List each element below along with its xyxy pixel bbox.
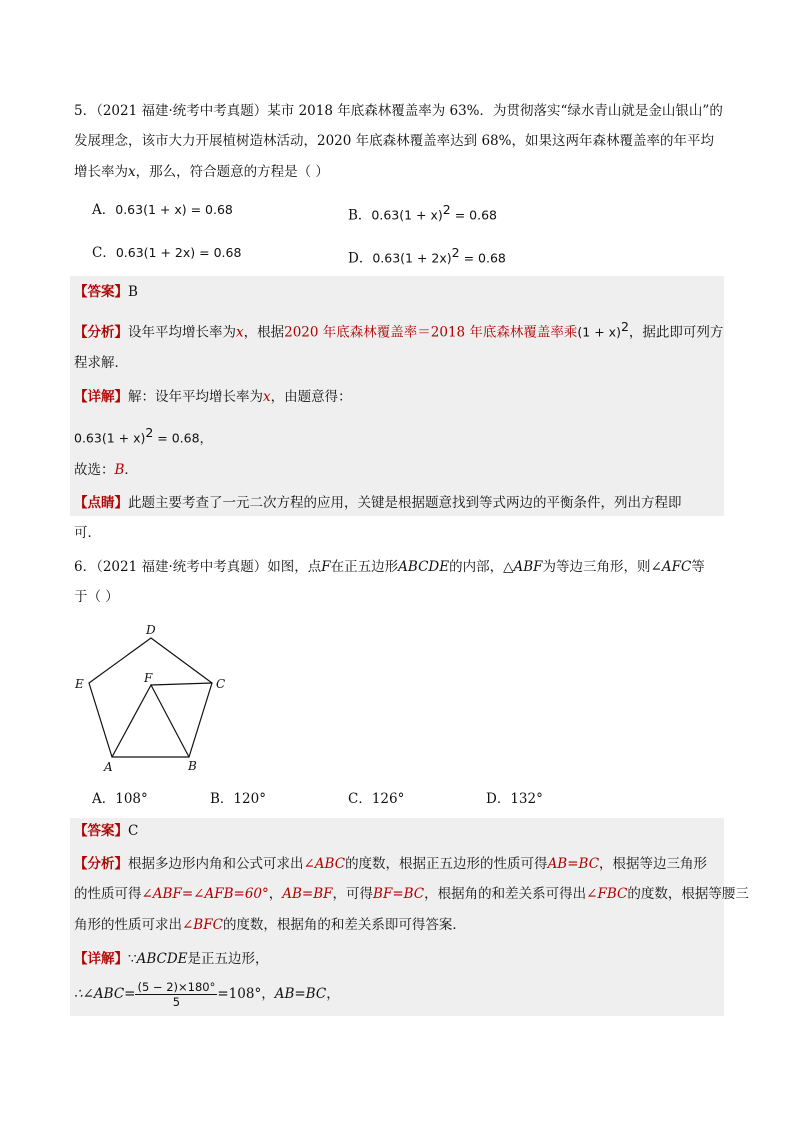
q5-option-a[interactable]: A．0.63(1 + x) = 0.68 <box>92 202 233 218</box>
q5-stem-line-3: 增长率为x，那么，符合题意的方程是（ ） <box>74 164 329 180</box>
label-f: F <box>144 671 153 685</box>
q5-answer: 【答案】B <box>74 284 138 300</box>
q5-comment-line-2: 可． <box>74 525 101 541</box>
q5-comment-line-1: 【点睛】此题主要考查了一元二次方程的应用，关键是根据题意找到等式两边的平衡条件，列出方程即 <box>74 495 682 511</box>
pentagon-figure <box>70 620 240 775</box>
q6-option-b[interactable]: B．120° <box>210 791 266 807</box>
segment-fc <box>151 683 212 685</box>
q6-stem-line-1: 6．（2021 福建·统考中考真题）如图，点F在正五边形ABCDE的内部，△ABF为等边三角形，则∠AFC等 <box>74 559 705 575</box>
q6-analysis-line-3: 角形的性质可求出∠BFC的度数，根据角的和差关系即可得答案． <box>74 917 466 933</box>
label-a: A <box>104 760 113 774</box>
label-d: D <box>146 623 156 637</box>
q6-detail-line-1: 【详解】∵ABCDE是正五边形， <box>74 951 269 967</box>
q6-option-d[interactable]: D．132° <box>486 791 543 807</box>
q6-analysis-line-2: 的性质可得∠ABF=∠AFB=60°，AB=BF，可得BF=BC，根据角的和差关系可得出∠FBC的度数，根据等腰三 <box>74 886 749 902</box>
q5-option-b[interactable]: B．$0.63(1 + x)^2 = 0.68$ <box>348 202 497 224</box>
q6-option-c[interactable]: C．126° <box>348 791 405 807</box>
q5-option-d[interactable]: D．$0.63(1 + 2x)^2 = 0.68$ <box>348 245 506 267</box>
q5-detail: 【详解】解：设年平均增长率为x，由题意得： <box>74 389 352 405</box>
label-b: B <box>188 759 197 773</box>
q6-stem-line-2: 于（ ） <box>74 589 119 605</box>
label-c: C <box>216 677 226 691</box>
label-e: E <box>75 677 84 691</box>
q6-option-a[interactable]: A．108° <box>92 791 148 807</box>
q5-option-c[interactable]: C．0.63(1 + 2x) = 0.68 <box>92 245 242 261</box>
q5-analysis-line-1: 【分析】设年平均增长率为x，根据2020 年底森林覆盖率＝2018 年底森林覆盖率乘$(1 + x)^2$，据此即可列方 <box>74 319 724 341</box>
q5-choose: 故选：B． <box>74 462 138 478</box>
q6-analysis-line-1: 【分析】根据多边形内角和公式可求出∠ABC的度数，根据正五边形的性质可得AB=BC，根据等边三角形 <box>74 856 708 872</box>
q6-answer: 【答案】C <box>74 823 139 839</box>
q5-analysis-line-2: 程求解． <box>74 355 128 371</box>
pentagon-abcde <box>89 638 212 757</box>
fraction: $\frac{(5 - 2)\times 180^\circ}{5}$ <box>137 980 216 1009</box>
q6-detail-line-2: ∴∠ABC= $\frac{(5 - 2)\times 180^\circ}{5}$ =108°，AB=BC， <box>74 980 340 1009</box>
q5-stem-line-1: 5．（2021 福建·统考中考真题）某市 2018 年底森林覆盖率为 63%．为贯彻落实“绿水青山就是金山银山”的 <box>74 103 723 119</box>
q5-equation: $0.63(1 + x)^2 = 0.68$， <box>74 425 213 446</box>
q5-stem-line-2: 发展理念，该市大力开展植树造林活动，2020 年底森林覆盖率达到 68%，如果这两年森林覆盖率的年平均 <box>74 133 714 149</box>
triangle-abf <box>112 685 189 757</box>
